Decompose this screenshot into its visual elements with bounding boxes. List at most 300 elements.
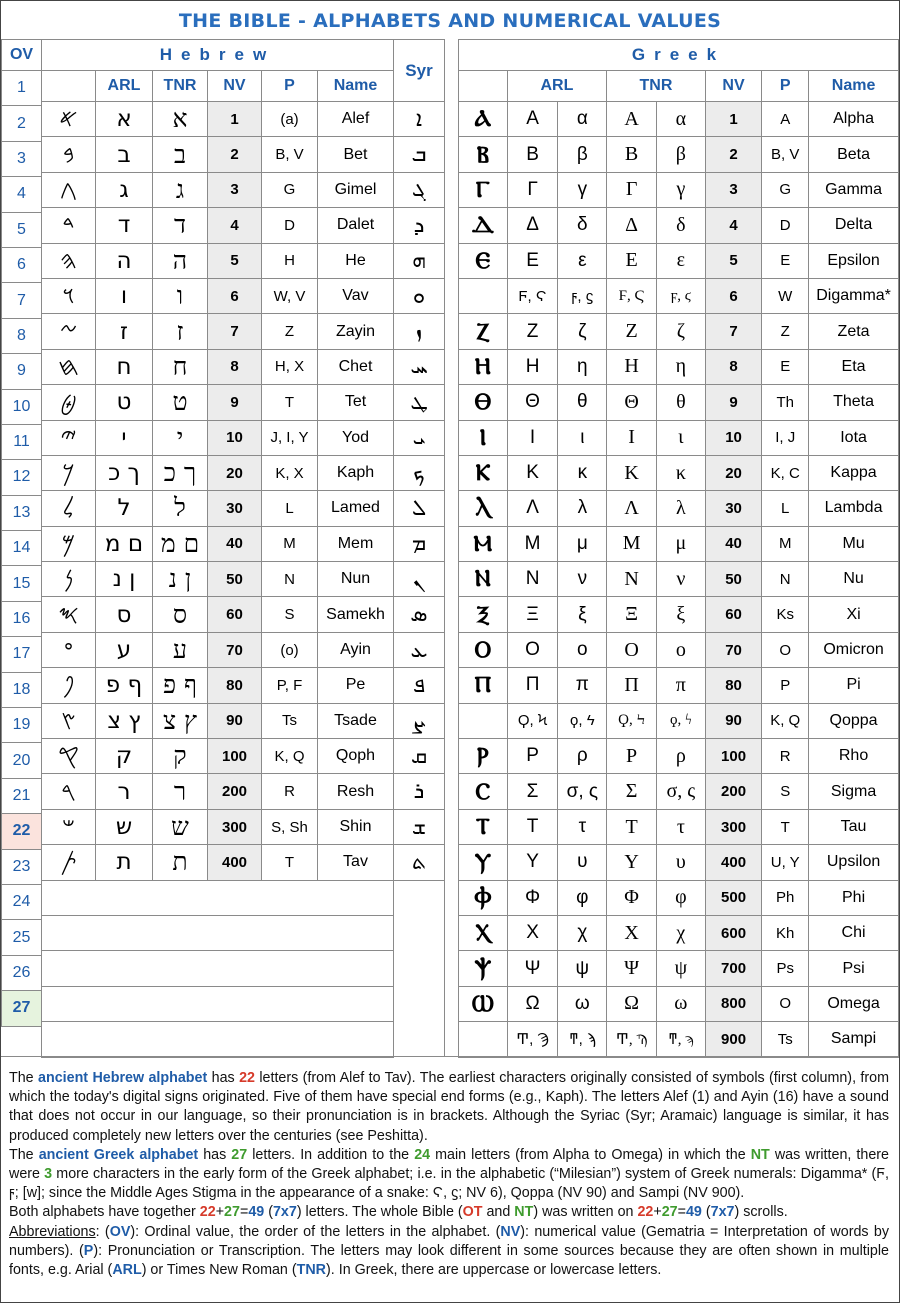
ov-number: 17 [2,637,42,672]
letter-name: Mem [318,526,394,561]
ancient-greek-letter [459,278,508,313]
hebrew-tnr-letter: ו [153,278,208,313]
syriac-letter: ܨ [394,703,445,738]
hebrew-tnr-letter: ז [153,314,208,349]
pronunciation: R [762,739,809,774]
hebrew-tnr-letter: ר [153,774,208,809]
letter-name: Chet [318,349,394,384]
letter-name: Tav [318,845,394,880]
greek-tnr-lower: φ [656,880,705,915]
pronunciation: M [762,526,809,561]
greek-tnr-lower: ξ [656,597,705,632]
syriac-letter: ܓ [394,172,445,207]
ancient-hebrew-letter: 𐤉 [42,420,96,455]
hebrew-tnr-letter: ג [153,172,208,207]
greek-tnr-upper: Ι [607,420,657,455]
table-row [42,739,445,774]
letter-name: Dalet [318,208,394,243]
table-row [459,172,899,207]
numerical-value: 20 [705,455,762,490]
greek-tnr-lower: ͳ, ϡ [656,1022,705,1057]
hebrew-tnr-letter: ט [153,385,208,420]
ancient-greek-letter: Ⲏ [459,349,508,384]
note-text: 24 [414,1146,431,1163]
table-row [42,491,445,526]
syriac-letter: ܣ [394,597,445,632]
numerical-value: 20 [208,455,262,490]
numerical-value: 80 [208,668,262,703]
ov-number: 23 [2,849,42,884]
greek-arl-lower: σ, ς [558,774,607,809]
hebrew-tnr-letter: א [153,102,208,137]
letter-name: Theta [809,385,899,420]
greek-arl-upper: Π [507,668,558,703]
note-greek [9,1146,889,1204]
ancient-col-header [42,71,96,102]
numerical-value: 700 [705,951,762,986]
greek-tnr-upper: Σ [607,774,657,809]
ov-number: 15 [2,566,42,601]
greek-arl-lower: ϝ, ϛ [558,278,607,313]
note-text: ): Ordinal value, the order of the letters in the alphabet. ( [130,1223,501,1240]
table-row [459,632,899,667]
letter-name: Vav [318,278,394,313]
greek-tnr-upper: Ο [607,632,657,667]
ancient-hebrew-letter: 𐤂 [42,172,96,207]
pronunciation: D [762,208,809,243]
note-text: Abbreviations [9,1223,96,1240]
note-text: ( [701,1204,711,1221]
greek-tnr-upper: Ε [607,243,657,278]
numerical-value: 70 [208,632,262,667]
empty-hebrew-row [42,1022,394,1057]
letter-name: Tsade [318,703,394,738]
pronunciation: H, X [262,349,318,384]
letter-name: Ayin [318,632,394,667]
greek-arl-upper: Υ [507,845,558,880]
greek-arl-upper: Ζ [507,314,558,349]
pronunciation: A [762,102,809,137]
explanatory-notes [1,1056,899,1302]
note-text: 7x7 [272,1204,297,1221]
note-text: NT [514,1204,534,1221]
note-text: : ( [95,1223,110,1240]
letter-name: Mu [809,526,899,561]
hebrew-arl-letter: ע [96,632,153,667]
ov-number: 26 [2,955,42,990]
ancient-hebrew-letter: 𐤓 [42,774,96,809]
greek-tnr-lower: α [656,102,705,137]
greek-tnr-upper: Λ [607,491,657,526]
greek-arl-lower: ξ [558,597,607,632]
letter-name: Zayin [318,314,394,349]
letter-name: Psi [809,951,899,986]
numerical-value: 7 [208,314,262,349]
greek-tnr-lower: ν [656,562,705,597]
ancient-hebrew-letter: 𐤊 [42,455,96,490]
table-row [42,809,445,844]
note-text: ): Pronunciation or Transcription. The letters may look different in some sources because they are often shown in multiple fonts, e.g. Arial ( [9,1242,889,1279]
numerical-value: 100 [208,739,262,774]
ov-number: 11 [2,424,42,459]
syriac-letter: ܩ [394,739,445,774]
letter-name: Sigma [809,774,899,809]
pronunciation: N [762,562,809,597]
letter-name: Epsilon [809,243,899,278]
ov-column [1,39,42,1027]
pronunciation: G [262,172,318,207]
note-text: 49 [685,1204,702,1221]
table-row [459,278,899,313]
hebrew-arl-letter: ו [96,278,153,313]
ancient-greek-letter [459,1022,508,1057]
syriac-letter: ܦ [394,668,445,703]
ancient-greek-letter: Ⲅ [459,172,508,207]
numerical-value: 900 [705,1022,762,1057]
ancient-hebrew-letter: 𐤁 [42,137,96,172]
syriac-letter: ܫ [394,809,445,844]
numerical-value: 9 [208,385,262,420]
ancient-greek-letter: Ⲯ [459,951,508,986]
greek-arl-lower: κ [558,455,607,490]
numerical-value: 7 [705,314,762,349]
ancient-hebrew-letter: 𐤅 [42,278,96,313]
hebrew-arl-letter: ז [96,314,153,349]
table-row [459,951,899,986]
greek-arl-upper: Α [507,102,558,137]
greek-tnr-upper: Ζ [607,314,657,349]
greek-arl-upper: Γ [507,172,558,207]
ov-number: 25 [2,920,42,955]
pronunciation: G [762,172,809,207]
hebrew-tnr-letter: י [153,420,208,455]
syriac-letter: ܡ [394,526,445,561]
letter-name: Sampi [809,1022,899,1057]
ancient-greek-letter: Ⲃ [459,137,508,172]
ov-number: 14 [2,531,42,566]
pronunciation: Ps [762,951,809,986]
ancient-greek-col-header [459,71,508,102]
pronunciation: K, Q [762,703,809,738]
ov-number: 13 [2,495,42,530]
greek-tnr-header: TNR [607,71,706,102]
numerical-value: 4 [208,208,262,243]
syriac-letter: ܬ [394,845,445,880]
table-row [459,455,899,490]
ancient-hebrew-letter: 𐤆 [42,314,96,349]
table-row [42,668,445,703]
table-row [459,739,899,774]
table-row [459,880,899,915]
greek-arl-lower: ͳ, ϡ [558,1022,607,1057]
ancient-hebrew-letter: 𐤎 [42,597,96,632]
greek-arl-lower: τ [558,809,607,844]
syriac-letter: ܙ [394,314,445,349]
note-text: letters. In addition to the [247,1146,415,1163]
ov-number: 8 [2,318,42,353]
numerical-value: 2 [208,137,262,172]
hebrew-arl-letter: ס [96,597,153,632]
hebrew-table [41,39,445,1058]
ancient-hebrew-letter: 𐤍 [42,562,96,597]
note-text: ) scrolls. [734,1204,788,1221]
hebrew-tnr-letter: ס [153,597,208,632]
p-header: P [262,71,318,102]
letter-name: Kaph [318,455,394,490]
table-row [42,845,445,880]
numerical-value: 200 [705,774,762,809]
greek-arl-upper: Ϝ, Ϛ [507,278,558,313]
note-text: 49 [248,1204,265,1221]
numerical-value: 400 [705,845,762,880]
greek-tnr-lower: υ [656,845,705,880]
table-row [42,562,445,597]
note-text: more characters in the early form of the Greek alphabet; i.e. in the alphabetic (“Milesian”) system of Greek numerals: Digamma* (Ϝ, ϝ; [w]; since the Middle Ages Stigma in the appearance of a snake: Ϛ, ϛ; NV 6), Qoppa (NV 90) and Sampi (NV 900). [9,1166,889,1202]
hebrew-tnr-letter: ל [153,491,208,526]
hebrew-arl-letter: ץ צ [96,703,153,738]
greek-tnr-upper: Θ [607,385,657,420]
ancient-greek-letter: Ⲣ [459,739,508,774]
empty-hebrew-row [42,951,394,986]
greek-arl-upper: Μ [507,526,558,561]
table-row [42,278,445,313]
numerical-value: 200 [208,774,262,809]
note-abbreviations [9,1223,889,1281]
table-row [459,420,899,455]
ancient-greek-letter: Ⲭ [459,915,508,950]
greek-arl-lower: ψ [558,951,607,986]
ancient-greek-letter: Ⲑ [459,385,508,420]
hebrew-arl-letter: ר [96,774,153,809]
numerical-value: 2 [705,137,762,172]
greek-tnr-upper: Φ [607,880,657,915]
table-row [459,208,899,243]
letter-name: Eta [809,349,899,384]
note-together [9,1203,889,1222]
table-row [459,668,899,703]
pronunciation: Ts [262,703,318,738]
greek-arl-lower: λ [558,491,607,526]
ancient-hebrew-letter: 𐤑 [42,703,96,738]
ov-number: 1 [2,71,42,106]
pronunciation: Z [762,314,809,349]
page-title: THE BIBLE - ALPHABETS AND NUMERICAL VALUES [178,10,722,32]
letter-name: Omega [809,986,899,1021]
letter-name: Digamma* [809,278,899,313]
letter-name: Nu [809,562,899,597]
ov-number: 3 [2,141,42,176]
greek-arl-lower: φ [558,880,607,915]
table-row [42,208,445,243]
letter-name: Rho [809,739,899,774]
pronunciation: Ts [762,1022,809,1057]
pronunciation: (a) [262,102,318,137]
hebrew-arl-letter: א [96,102,153,137]
ancient-hebrew-letter: 𐤒 [42,739,96,774]
pronunciation: T [762,809,809,844]
greek-tnr-lower: ι [656,420,705,455]
ov-number: 2 [2,106,42,141]
greek-tnr-lower: ψ [656,951,705,986]
ov-number: 16 [2,601,42,636]
ancient-hebrew-letter: 𐤕 [42,845,96,880]
hebrew-arl-letter: ח [96,349,153,384]
hebrew-arl-letter: ת [96,845,153,880]
note-text: ancient Hebrew alphabet [38,1070,208,1086]
hebrew-arl-letter: ש [96,809,153,844]
hebrew-arl-letter: ט [96,385,153,420]
note-text: The [9,1146,39,1163]
note-text: = [677,1204,686,1221]
arl-header: ARL [96,71,153,102]
greek-arl-upper: Ω [507,986,558,1021]
note-text: and [482,1204,515,1221]
pronunciation: B, V [262,137,318,172]
hebrew-tnr-letter: ה [153,243,208,278]
note-text: ): numerical value (Gematria = Interpretation of words by numbers). ( [9,1223,889,1259]
numerical-value: 60 [208,597,262,632]
greek-arl-upper: Ι [507,420,558,455]
pronunciation: U, Y [762,845,809,880]
letter-name: Yod [318,420,394,455]
letter-name: Kappa [809,455,899,490]
syriac-letter: ܘ [394,278,445,313]
pronunciation: I, J [762,420,809,455]
table-row [42,172,445,207]
ov-number: 21 [2,778,42,813]
letter-name: Zeta [809,314,899,349]
ancient-greek-letter: Ⲗ [459,491,508,526]
syr-header: Syr [394,40,445,102]
syriac-letter: ܝ [394,420,445,455]
table-row [42,349,445,384]
greek-tnr-upper: Η [607,349,657,384]
syriac-letter: ܚ [394,349,445,384]
greek-arl-upper: Κ [507,455,558,490]
table-row [42,632,445,667]
greek-arl-lower: μ [558,526,607,561]
letter-name: Pi [809,668,899,703]
pronunciation: L [262,491,318,526]
greek-p-header: P [762,71,809,102]
note-text: 3 [44,1166,53,1183]
greek-arl-lower: ε [558,243,607,278]
greek-tnr-upper: Ϙ, Ϟ [607,703,657,738]
pronunciation: Z [262,314,318,349]
pronunciation: K, C [762,455,809,490]
hebrew-arl-letter: ך כ [96,455,153,490]
greek-tnr-lower: κ [656,455,705,490]
table-row [459,243,899,278]
greek-tnr-lower: λ [656,491,705,526]
table-row [459,137,899,172]
greek-tnr-lower: θ [656,385,705,420]
greek-arl-lower: ω [558,986,607,1021]
table-row [42,774,445,809]
ov-number: 20 [2,743,42,778]
greek-tnr-lower: β [656,137,705,172]
note-text: The [9,1070,39,1086]
pronunciation: M [262,526,318,561]
note-text: was written, there were [9,1146,890,1183]
table-row [42,137,445,172]
letter-name: Lamed [318,491,394,526]
note-text: has [207,1070,240,1086]
greek-arl-upper: Χ [507,915,558,950]
table-row [459,774,899,809]
greek-tnr-lower: π [656,668,705,703]
greek-tnr-upper: Κ [607,455,657,490]
greek-tnr-lower: μ [656,526,705,561]
greek-tnr-upper: Ω [607,986,657,1021]
hebrew-arl-letter: ק [96,739,153,774]
ov-number: 6 [2,247,42,282]
note-text: has [198,1146,232,1163]
hebrew-tnr-letter: ח [153,349,208,384]
greek-tnr-lower: ω [656,986,705,1021]
nv-header: NV [208,71,262,102]
syriac-letter: ܛ [394,385,445,420]
numerical-value: 600 [705,915,762,950]
pronunciation: Ks [762,597,809,632]
ov-number: 24 [2,884,42,919]
hebrew-tnr-letter: ת [153,845,208,880]
greek-nv-header: NV [705,71,762,102]
ov-number: 10 [2,389,42,424]
ov-header: OV [2,40,42,71]
greek-tnr-upper: Β [607,137,657,172]
numerical-value: 8 [208,349,262,384]
hebrew-arl-letter: ג [96,172,153,207]
note-text: TNR [296,1262,327,1279]
numerical-value: 6 [208,278,262,313]
pronunciation: E [762,349,809,384]
ancient-greek-letter [459,703,508,738]
greek-arl-lower: η [558,349,607,384]
letter-name: Qoppa [809,703,899,738]
numerical-value: 30 [705,491,762,526]
note-text: 27 [224,1204,240,1221]
greek-arl-upper: Λ [507,491,558,526]
greek-arl-upper: Τ [507,809,558,844]
greek-tnr-lower: σ, ς [656,774,705,809]
numerical-value: 50 [705,562,762,597]
greek-tnr-upper: Ϝ, Ϛ [607,278,657,313]
greek-tnr-lower: ο [656,632,705,667]
pronunciation: K, X [262,455,318,490]
numerical-value: 400 [208,845,262,880]
ancient-greek-letter: Ⲍ [459,314,508,349]
greek-arl-upper: Ν [507,562,558,597]
hebrew-arl-letter: ן נ [96,562,153,597]
greek-tnr-lower: γ [656,172,705,207]
note-text: 22 [239,1070,255,1086]
table-row [42,526,445,561]
numerical-value: 90 [705,703,762,738]
ancient-greek-letter: Ⲕ [459,455,508,490]
note-text: ) or Times New Roman ( [141,1262,297,1279]
letter-name: Chi [809,915,899,950]
numerical-value: 30 [208,491,262,526]
table-row [459,349,899,384]
note-text: 27 [231,1146,248,1163]
letter-name: Tet [318,385,394,420]
pronunciation: W [762,278,809,313]
greek-arl-lower: γ [558,172,607,207]
numerical-value: 80 [705,668,762,703]
table-row [42,385,445,420]
note-text: NT [750,1146,770,1163]
